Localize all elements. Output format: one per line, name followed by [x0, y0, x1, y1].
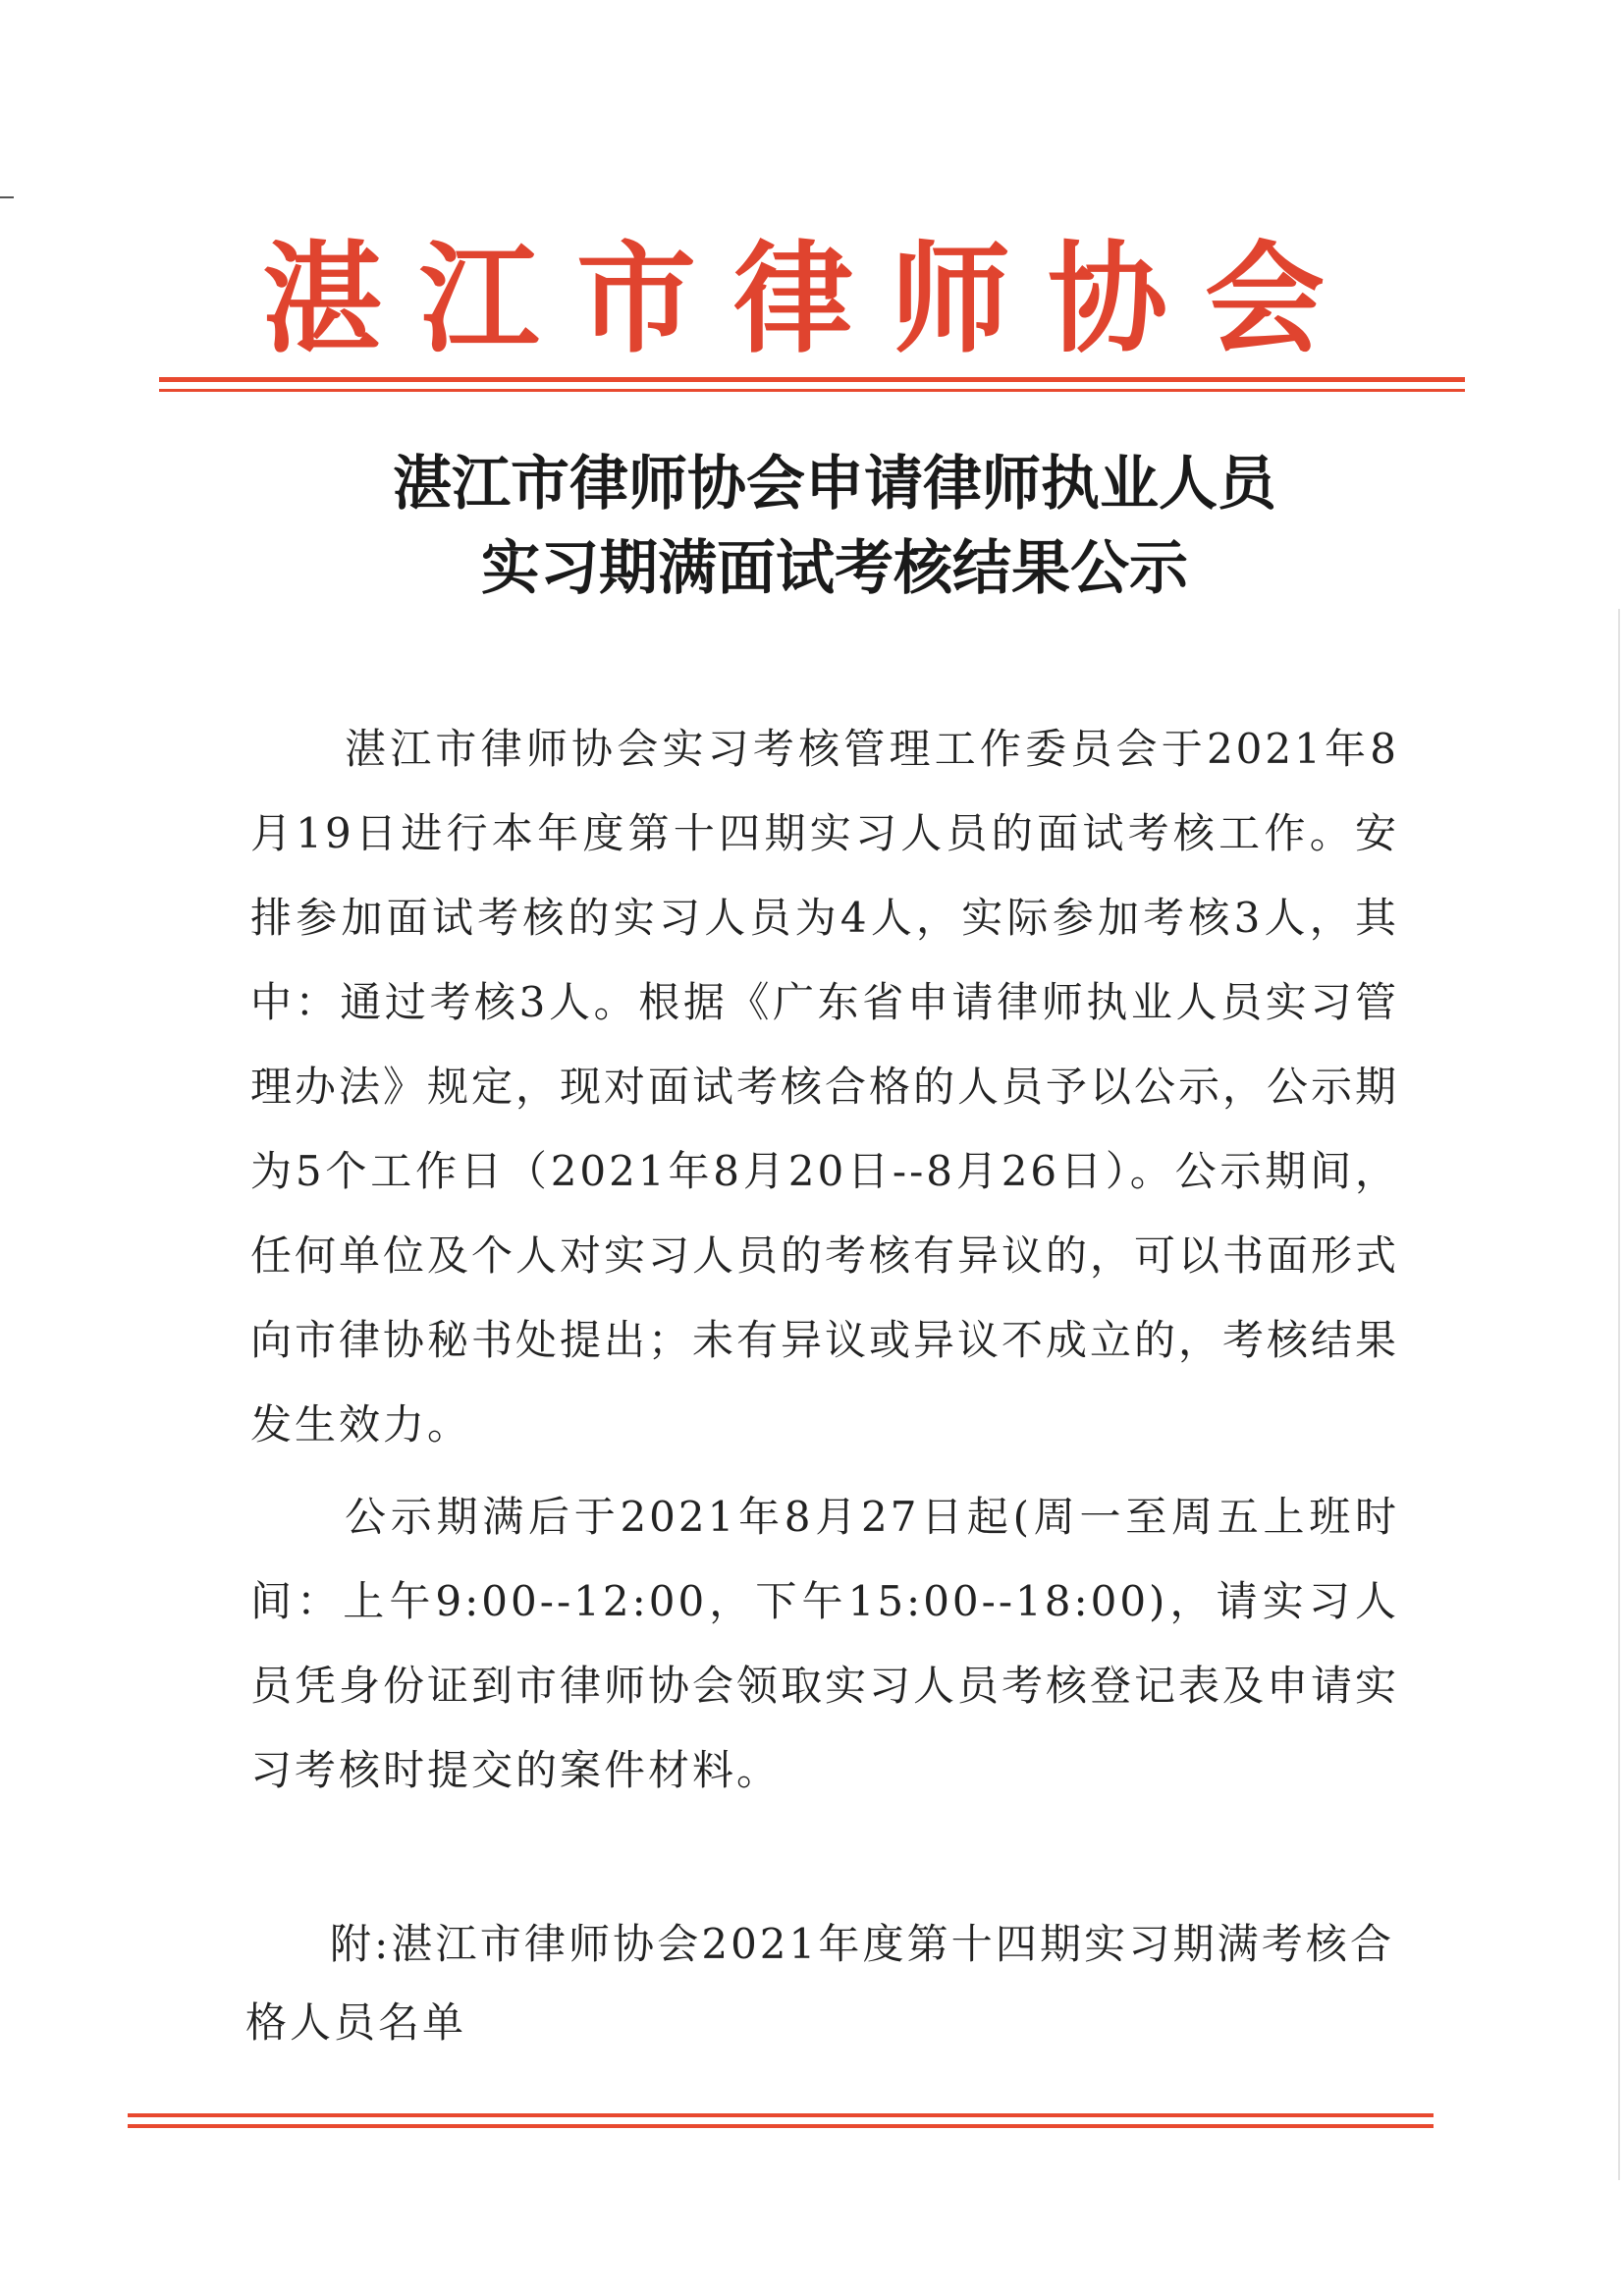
letterhead-rule-thin: [159, 389, 1465, 392]
scan-edge-shadow: [1618, 609, 1620, 2180]
letterhead-org-name: 湛江市律师协会: [262, 230, 1362, 369]
attachment-note: 附:湛江市律师协会2021年度第十四期实习期满考核合格人员名单: [245, 1920, 1394, 2047]
footer-rule-upper: [128, 2113, 1434, 2117]
document-title-line-2: 实习期满面试考核结果公示: [481, 534, 1188, 603]
letterhead-rule-thick: [159, 377, 1465, 382]
body-paragraph-1: 湛江市律师协会实习考核管理工作委员会于2021年8月19日进行本年度第十四期实习人员的面试考核工作。安排参加面试考核的实习人员为4人，实际参加考核3人，其中：通过考核3人。根据《广东省申请律师执业人员实习管理办法》规定，现对面试考核合格的人员予以公示，公示期为5个工作日（2021年8月20日--8月26日）。公示期间，任何单位及个人对实习人员的考核有异议的，可以书面形式向市律协秘书处提出；未有异议或异议不成立的，考核结果发生效力。: [250, 725, 1400, 1449]
document-title-line-1: 湛江市律师协会申请律师执业人员: [393, 450, 1276, 519]
body-paragraph-2: 公示期满后于2021年8月27日起(周一至周五上班时间：上午9:00--12:00，下午15:00--18:00)，请实习人员凭身份证到市律师协会领取实习人员考核登记表及申请实习考核时提交的案件材料。: [250, 1493, 1400, 1794]
scan-margin-mark: [0, 196, 14, 198]
footer-rule-lower: [128, 2124, 1434, 2128]
document-title: [177, 442, 1492, 611]
